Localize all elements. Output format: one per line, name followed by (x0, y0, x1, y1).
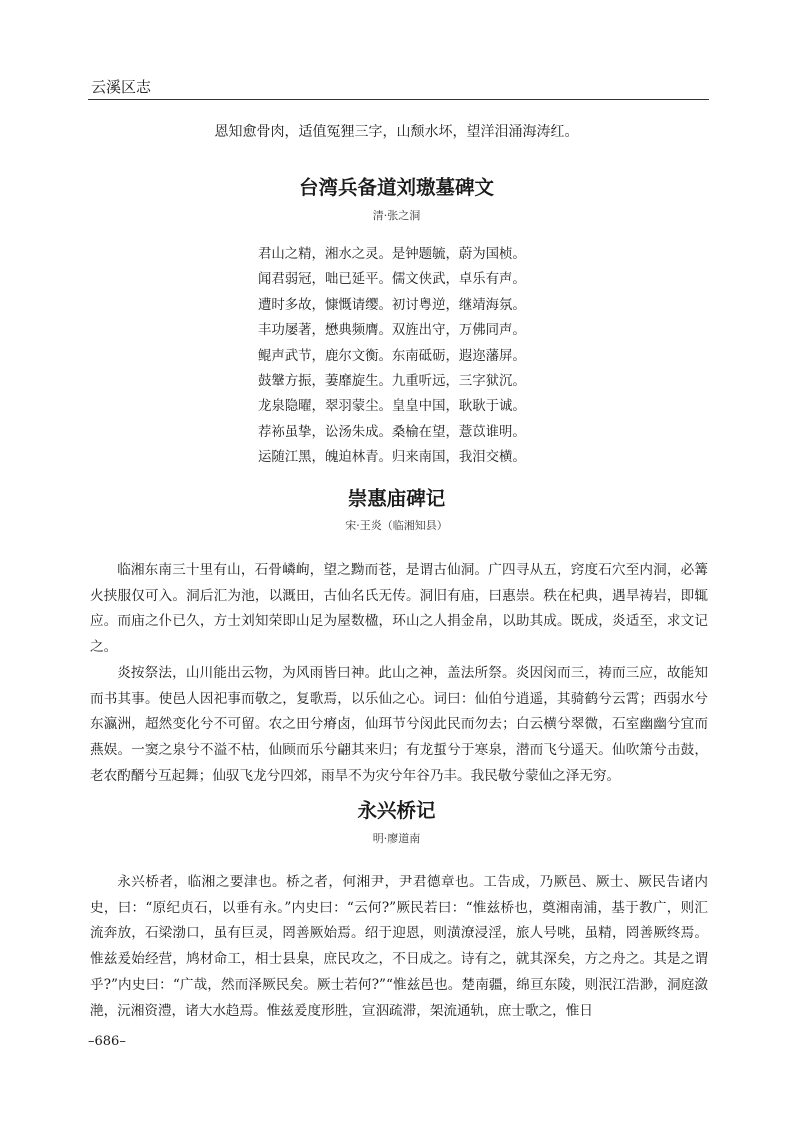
section-title: 台湾兵备道刘璈墓碑文 (298, 176, 494, 199)
poem-line: 丰功屡著，懋典频膺。双旌出守，万佛同声。 (258, 323, 526, 339)
page-number: –686– (88, 1034, 126, 1049)
intro-line: 恩知愈骨肉，适值冤狸三字，山颓水坏，望洋泪涌海涛红。 (214, 124, 579, 140)
poem-line: 运随江黑，魄迫林青。归来南国，我泪交横。 (258, 450, 526, 466)
poem-line: 荐袮虽挚，讼汤朱成。桑榆在望，薏苡谁明。 (258, 424, 526, 440)
header-divider (88, 99, 709, 100)
poem-line: 龙泉隐曜，翠羽蒙尘。皇皇中国，耿耿于诚。 (258, 399, 526, 415)
poem-line: 君山之精，湘水之灵。是钟题毓，蔚为国桢。 (258, 247, 526, 262)
paragraph: 炎按祭法，山川能出云物，为风雨皆曰神。此山之神，盖法所祭。炎因闵而三，祷而三应，故能知而书其事。使邑人因祀事而敬之，复歌焉，以乐仙之心。词曰：仙伯兮逍遥，其骑鹤兮云霄；西弱水兮东瀛洲，超然变化兮不可留。农之田兮瘠卤，仙珥节兮闵此民而勿去；白云横兮翠微，石室幽幽兮宜而燕娱。一窦之泉兮不溢不枯，仙顾而乐兮翩其来归；有龙蜇兮于寒泉，潜而飞兮遥天。仙吹箫兮击鼓，老农酌醑兮互起舞；仙驭飞龙兮四郊，雨旱不为灾兮年谷乃丰。我民敬兮蒙仙之泽无穷。 (90, 664, 708, 784)
paragraph: 临湘东南三十里有山，石骨嶙峋，望之黝而苍，是谓古仙洞。广四寻从五，窍度石穴至内洞，必篝火挟服仅可入。洞后汇为池，以溉田，古仙名氏无传。洞旧有庙，曰惠崇。秩在杞典，遇旱祷岩，即辄应。而庙之仆已久，方士刘知荣即山足为屋数楹，环山之人捐金帛，以助其成。既成，炎适至，求文记之。 (90, 562, 708, 656)
section-title: 崇惠庙碑记 (347, 487, 446, 510)
poem-line: 闻君弱冠，咄已延平。儒文侠武，卓乐有声。 (258, 272, 526, 288)
section-author: 明·廖道南 (372, 832, 421, 845)
poem-line: 鼓鞶方振，萋靡旋生。九重听远，三字狱沉。 (258, 373, 526, 389)
section-title: 永兴桥记 (357, 799, 436, 822)
epitaph-poem (258, 242, 558, 471)
poem-line: 遭时多故，慷慨请缨。初讨粤逆，继靖海氛。 (258, 297, 526, 313)
header-title: 云溪区志 (91, 78, 152, 96)
paragraph: 永兴桥者，临湘之要津也。桥之者，何湘尹，尹君德章也。工告成，乃厥邑、厥士、厥民告诸内史，曰：“原纪贞石，以垂有永。”内史曰：“云何?”厥民若曰：“惟兹桥也，奠湘南浦，基于教广，则汇流奔放，石梁渤口，虽有巨灵，罔善厥始焉。绍于迎恩，则潢潦浸淫，旅人号咷，虽精，罔善厥终焉。惟兹爰始经营，鸠材命工，相士县臬，庶民攻之，不日成之。诗有之，就其深矣，方之舟之。其是之谓乎?”内史曰：“广哉，然而泽厥民矣。厥士若何?”“惟兹邑也。楚南疆，绵亘东陵，则泯江浩渺，洞庭潋滟，沅湘资澧，诸大水趋焉。惟兹爰度形胜，宣泅疏滞，架流通轨，庶士歌之，惟日 (90, 874, 708, 1019)
section-author: 清·张之洞 (372, 209, 421, 222)
poem-line: 鲲声武节，鹿尔文衡。东南砥砺，遐迩藩屏。 (258, 348, 526, 364)
section-body (90, 558, 708, 789)
section-author: 宋·王炎（临湘知县） (345, 519, 448, 532)
section-body (90, 870, 708, 1024)
